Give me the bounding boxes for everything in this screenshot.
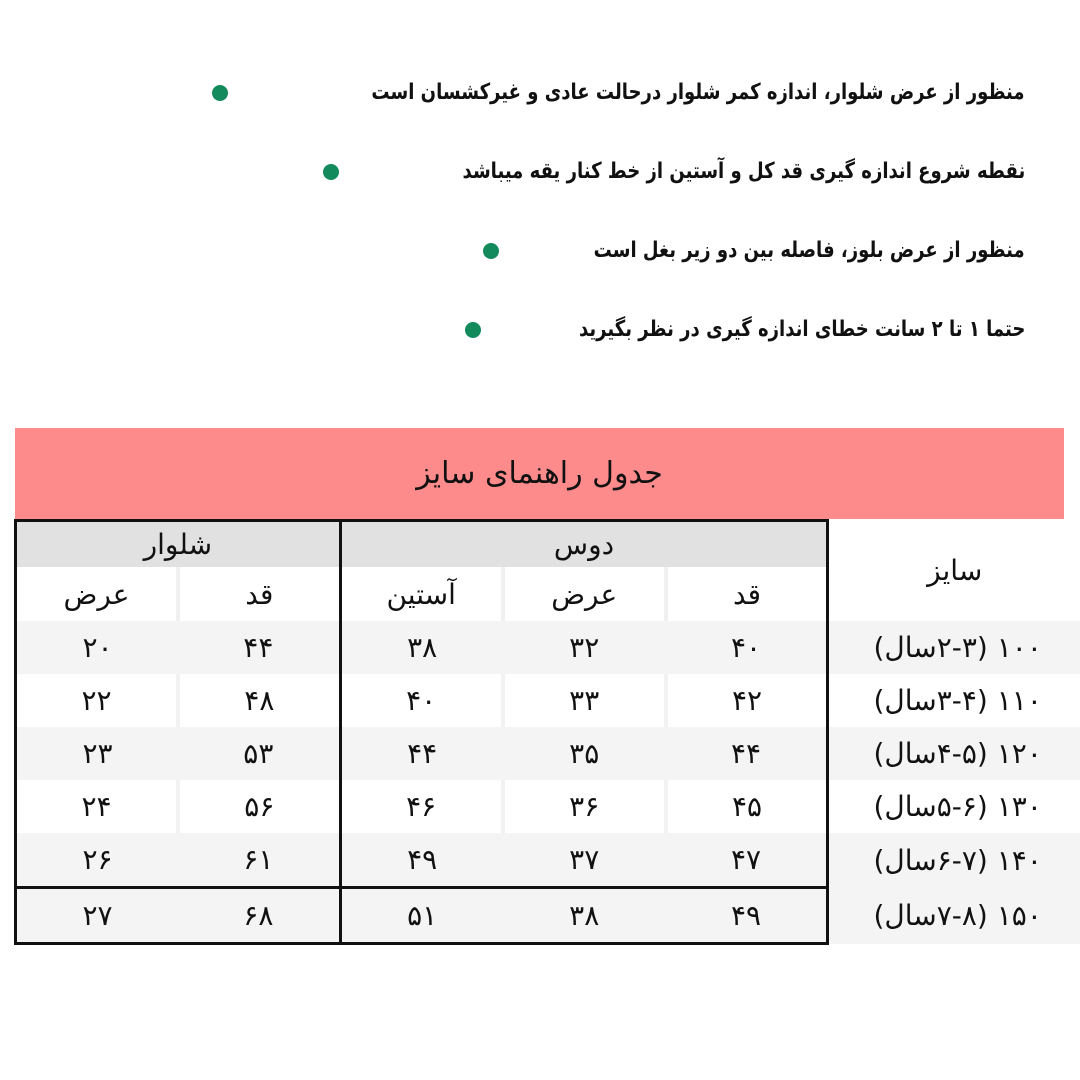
size-guide-banner [15,428,1064,519]
bullet-icon [465,322,481,338]
table-row [16,780,1080,833]
col-header-pants-height: قد [178,567,340,621]
top-height-cell: ۴۰ [666,621,828,674]
note-text: نقطه شروع اندازه گیری قد کل و آستین از خط کنار یقه میباشد [462,159,1025,184]
pants-height-cell: ۴۴ [178,621,340,674]
pants-height-cell: ۵۳ [178,727,340,780]
pants-width-cell: ۲۷ [16,888,179,944]
table-row [16,888,1080,944]
group-header-pants: شلوار [16,521,341,568]
pants-height-cell: ۶۸ [178,888,340,944]
size-cell: ۱۴۰ (۶-۷سال) [828,833,1080,888]
size-cell: ۱۰۰ (۲-۳سال) [828,621,1080,674]
col-header-pants-width: عرض [16,567,179,621]
top-sleeve-cell: ۴۹ [340,833,503,888]
top-width-cell: ۳۳ [503,674,666,727]
col-header-top-height: قد [666,567,828,621]
size-guide-title: جدول راهنمای سایز [416,456,663,491]
size-cell: ۱۵۰ (۷-۸سال) [828,888,1080,944]
top-sleeve-cell: ۳۸ [340,621,503,674]
size-column-header: سایز [828,521,1080,622]
top-height-cell: ۴۷ [666,833,828,888]
note-item [196,80,1025,105]
note-item [467,238,1025,263]
size-table [14,519,1080,945]
pants-width-cell: ۲۴ [16,780,179,833]
note-text: منظور از عرض بلوز، فاصله بین دو زیر بغل است [593,238,1025,263]
pants-height-cell: ۵۶ [178,780,340,833]
bullet-icon [212,85,228,101]
table-row [16,621,1080,674]
note-item [307,159,1025,184]
pants-width-cell: ۲۰ [16,621,179,674]
size-cell: ۱۲۰ (۴-۵سال) [828,727,1080,780]
top-sleeve-cell: ۴۰ [340,674,503,727]
note-text: حتما ۱ تا ۲ سانت خطای اندازه گیری در نظر بگیرید [578,317,1025,342]
col-header-top-width: عرض [503,567,666,621]
note-text: منظور از عرض شلوار، اندازه کمر شلوار درحالت عادی و غیرکشسان است [371,80,1025,105]
top-width-cell: ۳۷ [503,833,666,888]
top-height-cell: ۴۹ [666,888,828,944]
pants-height-cell: ۶۱ [178,833,340,888]
top-sleeve-cell: ۵۱ [340,888,503,944]
top-height-cell: ۴۲ [666,674,828,727]
top-width-cell: ۳۸ [503,888,666,944]
size-cell: ۱۳۰ (۵-۶سال) [828,780,1080,833]
table-row [16,727,1080,780]
bullet-icon [483,243,499,259]
pants-width-cell: ۲۳ [16,727,179,780]
top-height-cell: ۴۴ [666,727,828,780]
group-header-top: دوس [340,521,828,568]
pants-height-cell: ۴۸ [178,674,340,727]
table-row [16,674,1080,727]
top-sleeve-cell: ۴۶ [340,780,503,833]
pants-width-cell: ۲۲ [16,674,179,727]
note-item [449,317,1025,342]
top-sleeve-cell: ۴۴ [340,727,503,780]
table-row [16,833,1080,888]
top-width-cell: ۳۵ [503,727,666,780]
col-header-top-sleeve: آستین [340,567,503,621]
bullet-icon [323,164,339,180]
size-cell: ۱۱۰ (۳-۴سال) [828,674,1080,727]
top-width-cell: ۳۶ [503,780,666,833]
pants-width-cell: ۲۶ [16,833,179,888]
top-height-cell: ۴۵ [666,780,828,833]
top-width-cell: ۳۲ [503,621,666,674]
